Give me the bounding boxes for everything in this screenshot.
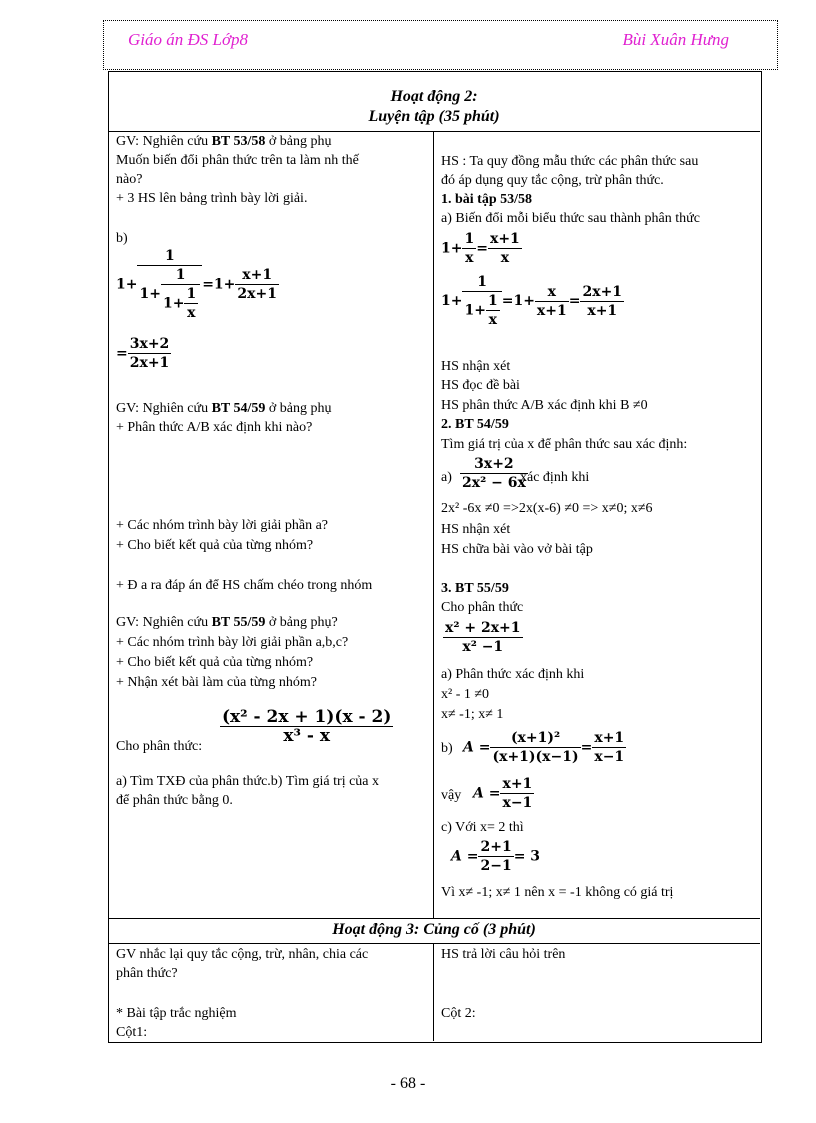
right-line: 2. BT 54/59 bbox=[441, 417, 509, 432]
right-line: a) Biến đổi mỗi biểu thức sau thành phân thức bbox=[441, 211, 700, 226]
section2-title-2: Luyện tập (35 phút) bbox=[368, 108, 500, 125]
left-line: phân thức? bbox=[116, 966, 178, 981]
right-line: HS : Ta quy đồng mẫu thức các phân thức sau bbox=[441, 154, 699, 169]
right-line: x² - 1 ≠0 bbox=[441, 687, 490, 702]
left-line: * Bài tập trắc nghiệm bbox=[116, 1006, 237, 1021]
header-left: Giáo án ĐS Lớp8 bbox=[128, 30, 249, 49]
left-line: + Cho biết kết quả của từng nhóm? bbox=[116, 538, 314, 553]
right-line: a) bbox=[441, 470, 452, 485]
right-line: Vì x≠ -1; x≠ 1 nên x = -1 không có giá trị bbox=[441, 885, 674, 900]
left-line: GV: Nghiên cứu BT 54/59 ở bảng phụ bbox=[116, 401, 332, 416]
left-line: Cho phân thức: bbox=[116, 739, 203, 754]
formula-55-given: $\frac{\text{x² + 2x+1}}{\text{x² −1}}$ bbox=[445, 620, 521, 655]
left-line: + Phân thức A/B xác định khi nào? bbox=[116, 420, 313, 435]
right-line: đó áp dụng quy tắc cộng, trừ phân thức. bbox=[441, 173, 664, 188]
row-divider bbox=[108, 943, 760, 944]
right-line: HS nhận xét bbox=[441, 359, 511, 374]
page-header bbox=[103, 20, 778, 70]
left-line: Muốn biến đổi phân thức trên ta làm nh thế bbox=[116, 153, 359, 168]
right-line: 3. BT 55/59 bbox=[441, 581, 509, 596]
left-line: + Đ a ra đáp án để HS chấm chéo trong nhóm bbox=[116, 578, 373, 593]
right-line: 1. bài tập 53/58 bbox=[441, 192, 533, 207]
right-line: b) bbox=[441, 741, 453, 756]
formula-55: $\frac{\text{(x² - 2x + 1)(x - 2)}}{\text{x³ - x}}$ bbox=[222, 707, 392, 746]
right-line: HS nhận xét bbox=[441, 522, 511, 537]
right-line: HS phân thức A/B xác định khi B ≠0 bbox=[441, 398, 648, 413]
left-line: GV nhắc lại quy tắc cộng, trừ, nhân, chia các bbox=[116, 947, 369, 962]
left-line: b) bbox=[116, 231, 128, 246]
section2-title-1: Hoạt động 2: bbox=[390, 88, 478, 105]
column-divider bbox=[433, 131, 434, 918]
right-line: HS trả lời câu hỏi trên bbox=[441, 947, 566, 962]
header-right: Bùi Xuân Hưng bbox=[622, 30, 729, 49]
formula-55c: A = $\frac{2+1}{2-1}$ = 3 bbox=[451, 839, 541, 874]
right-line: Cột 2: bbox=[441, 1006, 476, 1021]
left-line: GV: Nghiên cứu BT 55/59 ở bảng phụ? bbox=[116, 615, 338, 630]
right-line: x≠ -1; x≠ 1 bbox=[441, 707, 504, 722]
left-line: Cột1: bbox=[116, 1025, 148, 1040]
formula-53a-2: 1+ 1 1+ $\frac{1}{x}$ =1+ $\frac{x}{x+1}$ = $\frac{2x+1}{x+1}$ bbox=[441, 274, 623, 328]
section3-title: Hoạt động 3: Củng cố (3 phút) bbox=[332, 921, 536, 938]
left-line: để phân thức bằng 0. bbox=[116, 793, 233, 808]
formula-53b-result: = $\frac{3x+2}{2x+1}$ bbox=[116, 336, 170, 371]
right-line: 2x² -6x ≠0 =>2x(x-6) ≠0 => x≠0; x≠6 bbox=[441, 501, 653, 516]
right-line: a) Phân thức xác định khi bbox=[441, 667, 585, 682]
formula-55b: A = $\frac{\text{(x+1)²}}{(x+1)(x-1)}$ = $\frac{x+1}{x-1}$ bbox=[463, 730, 625, 765]
right-line: HS chữa bài vào vở bài tập bbox=[441, 542, 593, 557]
left-line: + Nhận xét bài làm của từng nhóm? bbox=[116, 675, 317, 690]
left-line: nào? bbox=[116, 172, 143, 187]
left-line: + 3 HS lên bảng trình bày lời giải. bbox=[116, 191, 308, 206]
left-line: a) Tìm TXĐ của phân thức.b) Tìm giá trị của x bbox=[116, 774, 380, 789]
right-line: c) Với x= 2 thì bbox=[441, 820, 524, 835]
left-line: + Các nhóm trình bày lời giải phần a? bbox=[116, 518, 329, 533]
right-line: xác định khi bbox=[520, 470, 590, 485]
formula-53a-1: 1+ $\frac{1}{x}$ = $\frac{x+1}{x}$ bbox=[441, 231, 520, 266]
formula-55-result: A = $\frac{x+1}{x-1}$ bbox=[473, 776, 533, 811]
left-line: + Cho biết kết quả của từng nhóm? bbox=[116, 655, 314, 670]
row-divider bbox=[108, 918, 760, 919]
right-line: HS đọc đề bài bbox=[441, 378, 520, 393]
right-line: Cho phân thức bbox=[441, 600, 524, 615]
right-line: vậy bbox=[441, 788, 462, 803]
left-line: GV: Nghiên cứu BT 53/58 ở bảng phụ bbox=[116, 134, 332, 149]
right-line: Tìm giá trị của x để phân thức sau xác định: bbox=[441, 437, 688, 452]
formula-53b: 1+ 1 1+ 1 1+ $\frac{1}{x}$ =1+ $\frac{x+1}{2x+1}$ bbox=[116, 248, 277, 321]
formula-54: $\frac{3x+2}{\text{2x² − 6x}}$ bbox=[462, 456, 526, 491]
left-line: + Các nhóm trình bày lời giải phần a,b,c? bbox=[116, 635, 349, 650]
column-divider bbox=[433, 943, 434, 1041]
page-number: - 68 - bbox=[390, 1075, 426, 1092]
